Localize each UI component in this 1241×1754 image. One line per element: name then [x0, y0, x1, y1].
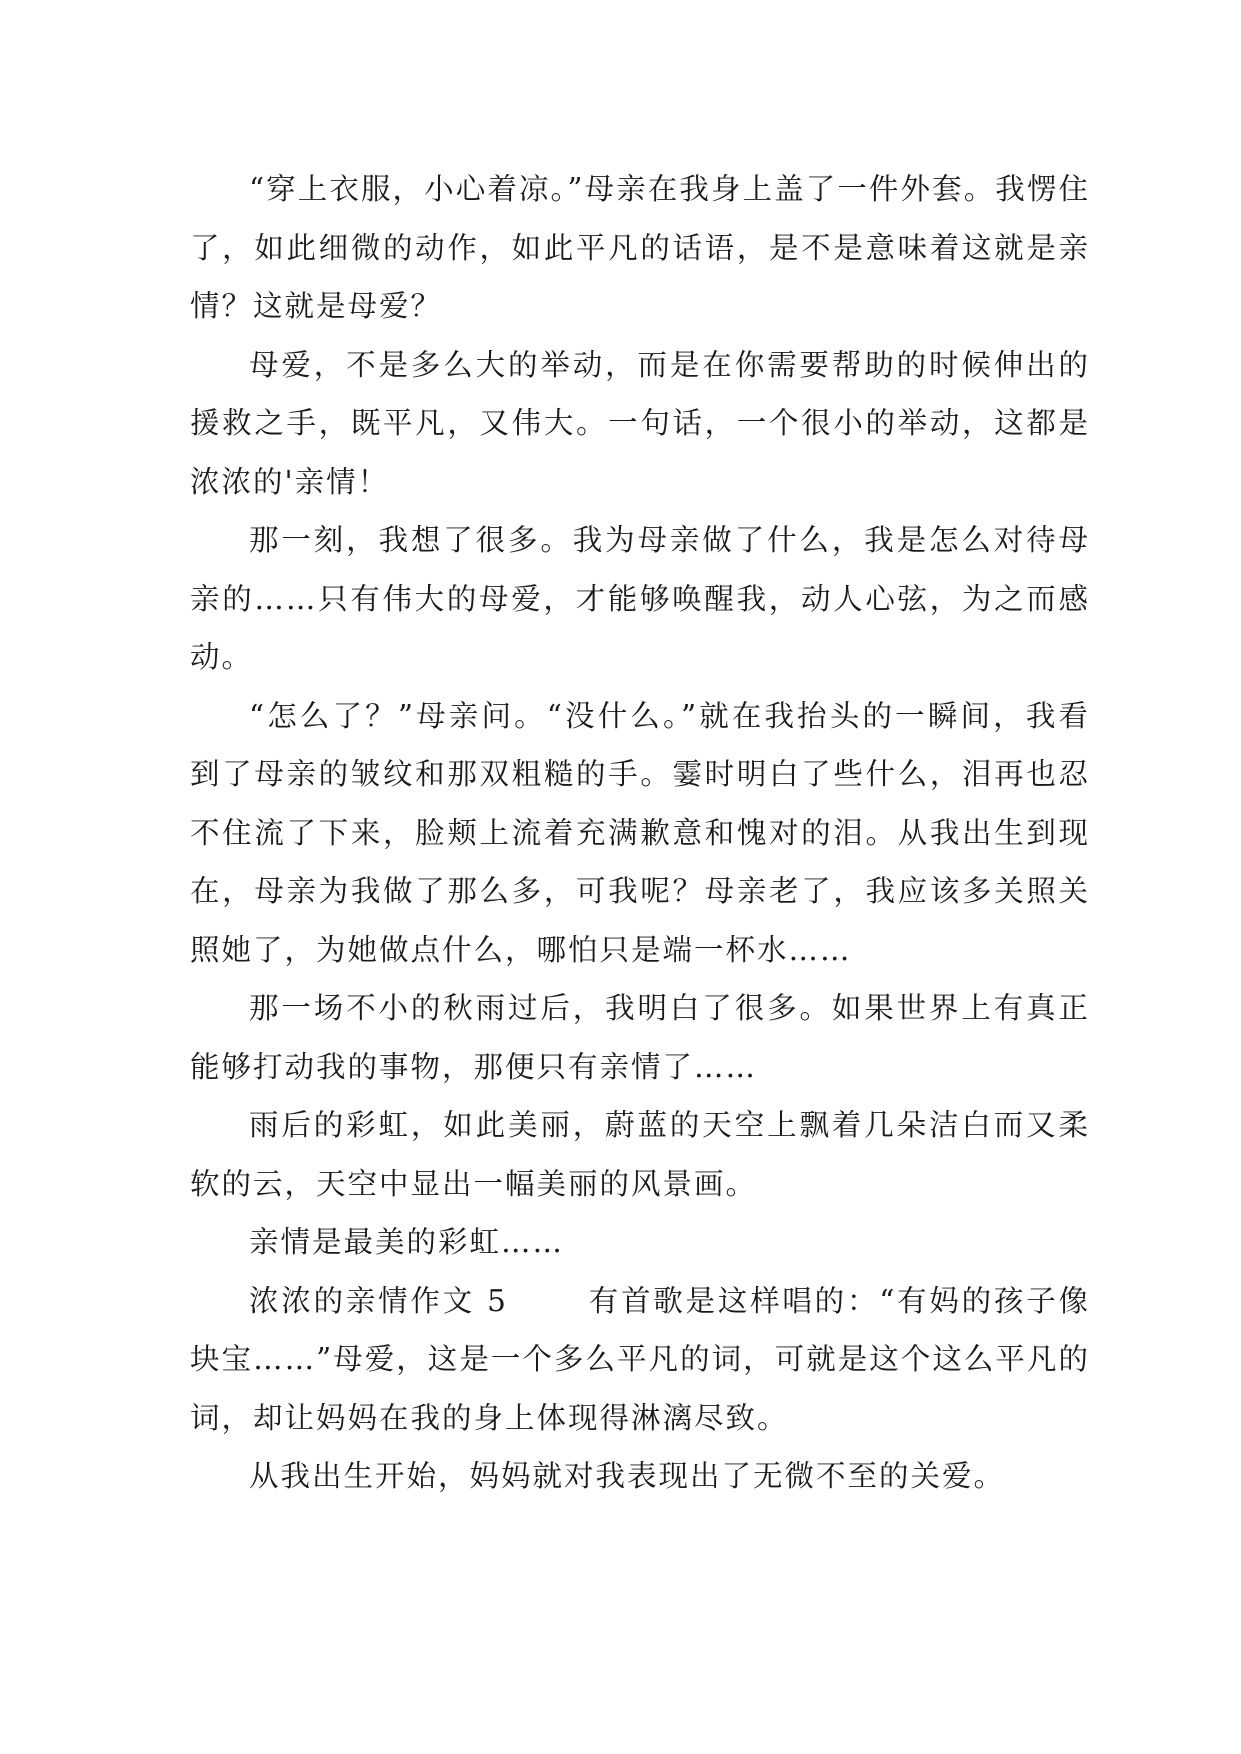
essay-opening: 有首歌是这样唱的：“有妈的孩子像块宝……”母爱，这是一个多么平凡的词，可就是这个这么平凡的词，却让妈妈在我的身上体现得淋漓尽致。	[190, 1283, 1090, 1435]
document-body	[190, 160, 1090, 1506]
paragraph-2: 母爱，不是多么大的举动，而是在你需要帮助的时候伸出的援救之手，既平凡，又伟大。一句话，一个很小的举动，这都是浓浓的'亲情！	[190, 347, 1090, 499]
paragraph-3: 那一刻，我想了很多。我为母亲做了什么，我是怎么对待母亲的……只有伟大的母爱，才能够唤醒我，动人心弦，为之而感动。	[190, 523, 1090, 674]
essay-paragraph	[190, 1272, 1090, 1448]
paragraph-1: “穿上衣服，小心着凉。”母亲在我身上盖了一件外套。我愣住了，如此细微的动作，如此平凡的话语，是不是意味着这就是亲情？这就是母爱？	[190, 172, 1090, 323]
paragraph-6: 雨后的彩虹，如此美丽，蔚蓝的天空上飘着几朵洁白而又柔软的云，天空中显出一幅美丽的风景画。	[190, 1108, 1090, 1201]
paragraph-last: 从我出生开始，妈妈就对我表现出了无微不至的关爱。	[249, 1459, 1006, 1493]
paragraph-5: 那一场不小的秋雨过后，我明白了很多。如果世界上有真正能够打动我的事物，那便只有亲情了……	[190, 991, 1090, 1084]
paragraph-4: “怎么了？”母亲问。“没什么。”就在我抬头的一瞬间，我看到了母亲的皱纹和那双粗糙的手。霎时明白了些什么，泪再也忍不住流了下来，脸颊上流着充满歉意和愧对的泪。从我出生到现在，母亲为我做了那么多，可我呢？母亲老了，我应该多关照关照她了，为她做点什么，哪怕只是端一杯水……	[190, 698, 1090, 967]
paragraph-7: 亲情是最美的彩虹……	[249, 1225, 565, 1259]
essay-heading: 浓浓的亲情作文 5	[249, 1283, 508, 1318]
